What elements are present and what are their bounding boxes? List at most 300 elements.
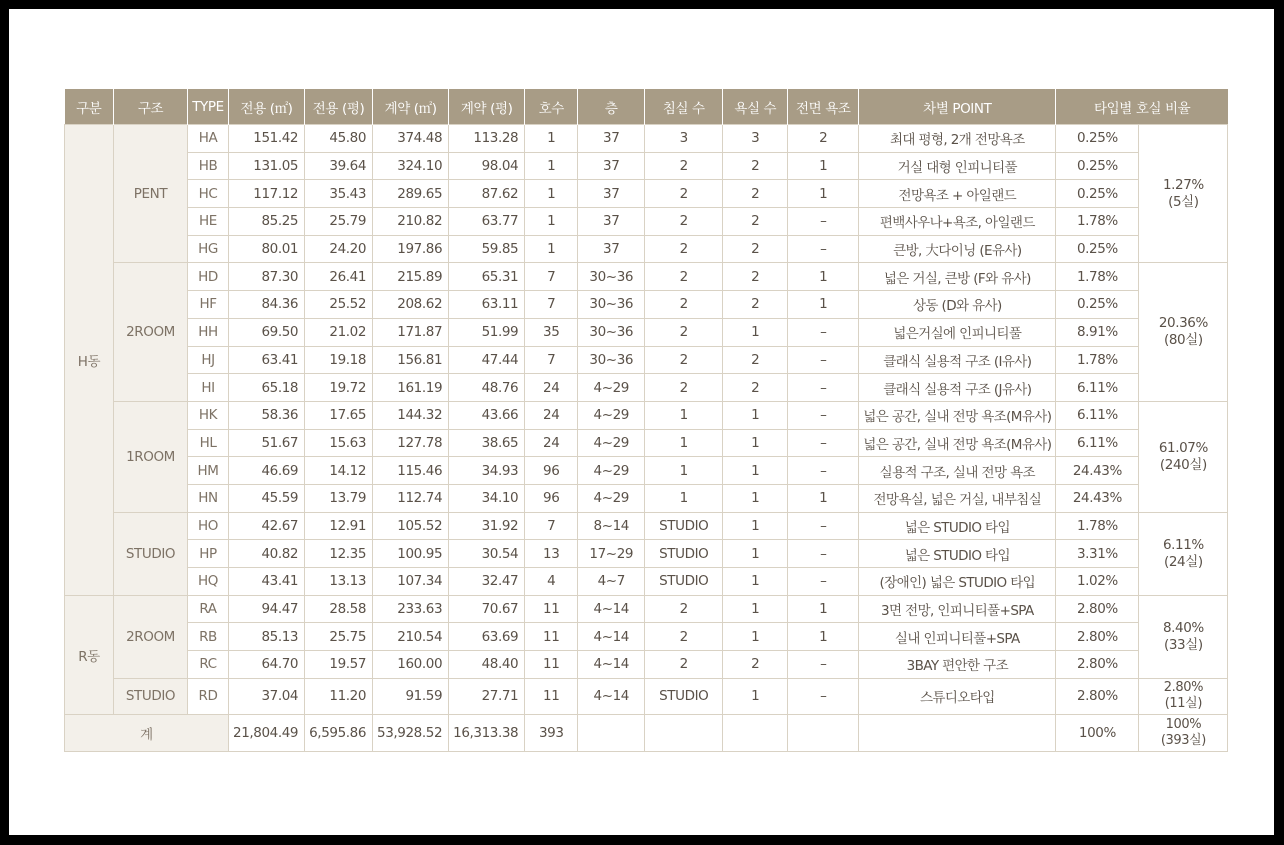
total-row [65, 714, 1228, 751]
contract-area-m2: 210.54 [373, 623, 449, 651]
group-ratio-cell [1139, 678, 1228, 714]
bathroom-count: 2 [723, 180, 788, 208]
floor-range: 37 [578, 125, 645, 153]
bedroom-count: 1 [645, 401, 723, 429]
unit-count: 24 [525, 401, 578, 429]
type-cell: RA [188, 595, 229, 623]
table-row [65, 568, 1228, 596]
total-contract-pyeong: 16,313.38 [449, 714, 525, 751]
bathroom-count: 1 [723, 429, 788, 457]
bedroom-count: STUDIO [645, 512, 723, 540]
contract-area-pyeong: 47.44 [449, 346, 525, 374]
type-cell: RB [188, 623, 229, 651]
column-header: 구분 [65, 89, 114, 125]
bathroom-count: 1 [723, 568, 788, 596]
bathroom-count: 2 [723, 235, 788, 263]
table-body [65, 125, 1228, 752]
column-header: 전용 (평) [305, 89, 373, 125]
exclusive-area-pyeong: 17.65 [305, 401, 373, 429]
group-ratio-count: (240실) [1159, 456, 1207, 473]
structure-cell: PENT [114, 125, 188, 263]
structure-cell: STUDIO [114, 512, 188, 595]
table-row [65, 457, 1228, 485]
group-ratio-cell [1139, 125, 1228, 263]
table-row [65, 623, 1228, 651]
exclusive-area-pyeong: 25.79 [305, 208, 373, 236]
front-bathtub: – [788, 429, 859, 457]
floor-range: 30~36 [578, 318, 645, 346]
bedroom-count: 2 [645, 623, 723, 651]
floor-range: 4~29 [578, 374, 645, 402]
bedroom-count: 1 [645, 429, 723, 457]
document-sheet [9, 9, 1274, 835]
type-ratio: 6.11% [1056, 374, 1139, 402]
exclusive-area-m2: 131.05 [229, 152, 305, 180]
unit-count: 11 [525, 623, 578, 651]
exclusive-area-m2: 69.50 [229, 318, 305, 346]
exclusive-area-pyeong: 19.57 [305, 651, 373, 679]
front-bathtub: – [788, 235, 859, 263]
front-bathtub: 1 [788, 623, 859, 651]
contract-area-m2: 91.59 [373, 678, 449, 714]
front-bathtub: – [788, 208, 859, 236]
group-ratio-count: (5실) [1168, 193, 1199, 210]
front-bathtub: – [788, 651, 859, 679]
contract-area-pyeong: 51.99 [449, 318, 525, 346]
feature-point: 넓은 공간, 실내 전망 욕조(M유사) [859, 401, 1056, 429]
floor-range: 4~29 [578, 401, 645, 429]
contract-area-m2: 112.74 [373, 484, 449, 512]
contract-area-m2: 197.86 [373, 235, 449, 263]
total-units: 393 [525, 714, 578, 751]
bedroom-count: 1 [645, 457, 723, 485]
exclusive-area-m2: 80.01 [229, 235, 305, 263]
type-ratio: 0.25% [1056, 152, 1139, 180]
unit-count: 1 [525, 125, 578, 153]
group-ratio-percent: 1.27% [1162, 176, 1204, 193]
contract-area-pyeong: 63.69 [449, 623, 525, 651]
type-ratio: 0.25% [1056, 180, 1139, 208]
table-row [65, 208, 1228, 236]
bedroom-count: 2 [645, 235, 723, 263]
exclusive-area-pyeong: 15.63 [305, 429, 373, 457]
type-ratio: 1.02% [1056, 568, 1139, 596]
floor-range: 4~14 [578, 595, 645, 623]
type-cell: HD [188, 263, 229, 291]
front-bathtub: 1 [788, 484, 859, 512]
floor-range: 4~14 [578, 623, 645, 651]
type-cell: HJ [188, 346, 229, 374]
front-bathtub: 1 [788, 152, 859, 180]
type-cell: HH [188, 318, 229, 346]
unit-count: 11 [525, 595, 578, 623]
exclusive-area-pyeong: 25.52 [305, 291, 373, 319]
structure-cell: STUDIO [114, 678, 188, 714]
type-ratio: 2.80% [1056, 595, 1139, 623]
bedroom-count: 2 [645, 651, 723, 679]
exclusive-area-m2: 65.18 [229, 374, 305, 402]
contract-area-m2: 105.52 [373, 512, 449, 540]
type-ratio: 2.80% [1056, 623, 1139, 651]
column-header: 욕실 수 [723, 89, 788, 125]
exclusive-area-m2: 87.30 [229, 263, 305, 291]
exclusive-area-m2: 51.67 [229, 429, 305, 457]
contract-area-m2: 215.89 [373, 263, 449, 291]
front-bathtub: 1 [788, 595, 859, 623]
bedroom-count: 2 [645, 291, 723, 319]
feature-point: 전망욕조 + 아일랜드 [859, 180, 1056, 208]
group-ratio-percent: 61.07% [1158, 439, 1208, 456]
feature-point: 클래식 실용적 구조 (I유사) [859, 346, 1056, 374]
contract-area-pyeong: 70.67 [449, 595, 525, 623]
type-ratio: 0.25% [1056, 291, 1139, 319]
exclusive-area-m2: 85.13 [229, 623, 305, 651]
unit-count: 24 [525, 429, 578, 457]
group-ratio-count: (80실) [1164, 332, 1203, 349]
table-row [65, 346, 1228, 374]
exclusive-area-pyeong: 14.12 [305, 457, 373, 485]
column-header: 침실 수 [645, 89, 723, 125]
type-ratio: 0.25% [1056, 235, 1139, 263]
front-bathtub: 2 [788, 125, 859, 153]
exclusive-area-m2: 151.42 [229, 125, 305, 153]
unit-count: 7 [525, 263, 578, 291]
table-row [65, 180, 1228, 208]
bathroom-count: 1 [723, 457, 788, 485]
contract-area-m2: 324.10 [373, 152, 449, 180]
group-ratio-percent: 2.80% [1163, 680, 1204, 696]
feature-point: 큰방, 大다이닝 (E유사) [859, 235, 1056, 263]
floor-range: 30~36 [578, 291, 645, 319]
group-ratio-cell [1139, 401, 1228, 512]
table-row [65, 484, 1228, 512]
feature-point: 넓은거실에 인피니티풀 [859, 318, 1056, 346]
front-bathtub: – [788, 512, 859, 540]
feature-point: 실용적 구조, 실내 전망 욕조 [859, 457, 1056, 485]
type-ratio: 1.78% [1056, 512, 1139, 540]
bedroom-count: 2 [645, 152, 723, 180]
exclusive-area-pyeong: 12.91 [305, 512, 373, 540]
feature-point: 스튜디오타입 [859, 678, 1056, 714]
type-cell: HN [188, 484, 229, 512]
floor-range: 30~36 [578, 346, 645, 374]
bedroom-count: STUDIO [645, 568, 723, 596]
exclusive-area-pyeong: 19.18 [305, 346, 373, 374]
contract-area-m2: 210.82 [373, 208, 449, 236]
floor-range: 37 [578, 180, 645, 208]
exclusive-area-pyeong: 28.58 [305, 595, 373, 623]
contract-area-m2: 115.46 [373, 457, 449, 485]
type-cell: HB [188, 152, 229, 180]
type-cell: HP [188, 540, 229, 568]
table-row [65, 678, 1228, 714]
exclusive-area-m2: 117.12 [229, 180, 305, 208]
feature-point: 클래식 실용적 구조 (J유사) [859, 374, 1056, 402]
contract-area-m2: 144.32 [373, 401, 449, 429]
contract-area-pyeong: 113.28 [449, 125, 525, 153]
bedroom-count: 2 [645, 595, 723, 623]
table-row [65, 429, 1228, 457]
total-exclusive-m2: 21,804.49 [229, 714, 305, 751]
unit-count: 13 [525, 540, 578, 568]
unit-count: 1 [525, 152, 578, 180]
bedroom-count: 1 [645, 484, 723, 512]
exclusive-area-m2: 85.25 [229, 208, 305, 236]
column-header: 차별 POINT [859, 89, 1056, 125]
floor-range: 4~29 [578, 429, 645, 457]
bathroom-count: 1 [723, 623, 788, 651]
floor-range: 8~14 [578, 512, 645, 540]
front-bathtub: – [788, 457, 859, 485]
group-ratio-count: (24실) [1164, 553, 1203, 570]
group-ratio-percent: 6.11% [1162, 536, 1204, 553]
contract-area-m2: 160.00 [373, 651, 449, 679]
group-ratio-percent: 20.36% [1158, 315, 1208, 332]
feature-point: (장애인) 넓은 STUDIO 타입 [859, 568, 1056, 596]
exclusive-area-pyeong: 25.75 [305, 623, 373, 651]
floor-range: 4~29 [578, 484, 645, 512]
contract-area-pyeong: 30.54 [449, 540, 525, 568]
contract-area-pyeong: 34.10 [449, 484, 525, 512]
exclusive-area-m2: 94.47 [229, 595, 305, 623]
bedroom-count: 2 [645, 208, 723, 236]
front-bathtub: – [788, 346, 859, 374]
floor-range: 37 [578, 235, 645, 263]
table-row [65, 152, 1228, 180]
contract-area-pyeong: 43.66 [449, 401, 525, 429]
exclusive-area-m2: 58.36 [229, 401, 305, 429]
bathroom-count: 2 [723, 651, 788, 679]
column-header: 전용 (㎡) [229, 89, 305, 125]
feature-point: 실내 인피니티풀+SPA [859, 623, 1056, 651]
empty-cell [578, 714, 645, 751]
type-cell: HM [188, 457, 229, 485]
type-cell: HO [188, 512, 229, 540]
floor-range: 4~29 [578, 457, 645, 485]
exclusive-area-pyeong: 24.20 [305, 235, 373, 263]
bedroom-count: STUDIO [645, 678, 723, 714]
unit-count: 1 [525, 208, 578, 236]
exclusive-area-pyeong: 35.43 [305, 180, 373, 208]
total-label: 계 [65, 714, 229, 751]
contract-area-pyeong: 34.93 [449, 457, 525, 485]
exclusive-area-pyeong: 11.20 [305, 678, 373, 714]
unit-count: 96 [525, 484, 578, 512]
front-bathtub: – [788, 318, 859, 346]
group-ratio-count: (11실) [1164, 696, 1203, 712]
unit-count: 11 [525, 651, 578, 679]
contract-area-pyeong: 65.31 [449, 263, 525, 291]
block-cell: R동 [65, 595, 114, 714]
contract-area-m2: 127.78 [373, 429, 449, 457]
bathroom-count: 1 [723, 595, 788, 623]
type-ratio: 2.80% [1056, 678, 1139, 714]
contract-area-m2: 289.65 [373, 180, 449, 208]
contract-area-pyeong: 98.04 [449, 152, 525, 180]
exclusive-area-pyeong: 39.64 [305, 152, 373, 180]
structure-cell: 1ROOM [114, 401, 188, 512]
table-header-row [65, 89, 1228, 125]
floor-range: 37 [578, 208, 645, 236]
front-bathtub: – [788, 401, 859, 429]
exclusive-area-pyeong: 19.72 [305, 374, 373, 402]
bedroom-count: 2 [645, 346, 723, 374]
type-ratio: 2.80% [1056, 651, 1139, 679]
exclusive-area-m2: 84.36 [229, 291, 305, 319]
empty-cell [859, 714, 1056, 751]
exclusive-area-m2: 64.70 [229, 651, 305, 679]
front-bathtub: 1 [788, 263, 859, 291]
floor-range: 4~14 [578, 678, 645, 714]
table-row [65, 318, 1228, 346]
bathroom-count: 1 [723, 512, 788, 540]
bedroom-count: 2 [645, 374, 723, 402]
bedroom-count: 2 [645, 318, 723, 346]
exclusive-area-m2: 63.41 [229, 346, 305, 374]
exclusive-area-pyeong: 26.41 [305, 263, 373, 291]
type-cell: HF [188, 291, 229, 319]
feature-point: 넓은 STUDIO 타입 [859, 540, 1056, 568]
feature-point: 3BAY 편안한 구조 [859, 651, 1056, 679]
block-cell: H동 [65, 125, 114, 596]
group-ratio-cell [1139, 512, 1228, 595]
type-cell: RD [188, 678, 229, 714]
type-cell: HI [188, 374, 229, 402]
column-header: TYPE [188, 89, 229, 125]
table-row [65, 595, 1228, 623]
table-row [65, 263, 1228, 291]
floor-range: 4~7 [578, 568, 645, 596]
unit-count: 24 [525, 374, 578, 402]
type-ratio: 0.25% [1056, 125, 1139, 153]
exclusive-area-m2: 45.59 [229, 484, 305, 512]
type-ratio: 24.43% [1056, 457, 1139, 485]
type-ratio: 24.43% [1056, 484, 1139, 512]
contract-area-m2: 156.81 [373, 346, 449, 374]
unit-type-table [64, 89, 1228, 752]
contract-area-m2: 107.34 [373, 568, 449, 596]
type-cell: HL [188, 429, 229, 457]
unit-count: 1 [525, 235, 578, 263]
feature-point: 넓은 STUDIO 타입 [859, 512, 1056, 540]
feature-point: 상동 (D와 유사) [859, 291, 1056, 319]
floor-range: 37 [578, 152, 645, 180]
type-cell: HK [188, 401, 229, 429]
bathroom-count: 3 [723, 125, 788, 153]
contract-area-pyeong: 59.85 [449, 235, 525, 263]
front-bathtub: 1 [788, 180, 859, 208]
floor-range: 30~36 [578, 263, 645, 291]
type-cell: HA [188, 125, 229, 153]
bathroom-count: 2 [723, 208, 788, 236]
exclusive-area-m2: 42.67 [229, 512, 305, 540]
column-header: 타입별 호실 비율 [1056, 89, 1228, 125]
bathroom-count: 2 [723, 152, 788, 180]
table-row [65, 401, 1228, 429]
unit-count: 4 [525, 568, 578, 596]
feature-point: 넓은 공간, 실내 전망 욕조(M유사) [859, 429, 1056, 457]
bathroom-count: 2 [723, 263, 788, 291]
contract-area-m2: 171.87 [373, 318, 449, 346]
contract-area-pyeong: 63.77 [449, 208, 525, 236]
contract-area-pyeong: 48.76 [449, 374, 525, 402]
group-ratio-cell [1139, 595, 1228, 678]
group-ratio-count: (33실) [1164, 636, 1203, 653]
contract-area-pyeong: 87.62 [449, 180, 525, 208]
table-row [65, 291, 1228, 319]
bedroom-count: 3 [645, 125, 723, 153]
contract-area-pyeong: 48.40 [449, 651, 525, 679]
bathroom-count: 2 [723, 346, 788, 374]
front-bathtub: – [788, 678, 859, 714]
column-header: 호수 [525, 89, 578, 125]
type-cell: HE [188, 208, 229, 236]
group-ratio-percent: 8.40% [1162, 619, 1204, 636]
type-ratio: 8.91% [1056, 318, 1139, 346]
bathroom-count: 2 [723, 374, 788, 402]
column-header: 층 [578, 89, 645, 125]
feature-point: 거실 대형 인피니티풀 [859, 152, 1056, 180]
column-header: 구조 [114, 89, 188, 125]
bedroom-count: 2 [645, 180, 723, 208]
table-row [65, 374, 1228, 402]
empty-cell [723, 714, 788, 751]
bathroom-count: 1 [723, 401, 788, 429]
type-cell: HC [188, 180, 229, 208]
bedroom-count: 2 [645, 263, 723, 291]
unit-count: 7 [525, 512, 578, 540]
contract-area-m2: 208.62 [373, 291, 449, 319]
feature-point: 편백사우나+욕조, 아일랜드 [859, 208, 1056, 236]
column-header: 계약 (㎡) [373, 89, 449, 125]
feature-point: 최대 평형, 2개 전망욕조 [859, 125, 1056, 153]
contract-area-m2: 374.48 [373, 125, 449, 153]
total-contract-m2: 53,928.52 [373, 714, 449, 751]
bathroom-count: 1 [723, 318, 788, 346]
group-ratio-cell [1139, 263, 1228, 401]
contract-area-pyeong: 27.71 [449, 678, 525, 714]
structure-cell: 2ROOM [114, 263, 188, 401]
exclusive-area-pyeong: 12.35 [305, 540, 373, 568]
type-cell: RC [188, 651, 229, 679]
total-exclusive-pyeong: 6,595.86 [305, 714, 373, 751]
bathroom-count: 1 [723, 678, 788, 714]
floor-range: 4~14 [578, 651, 645, 679]
exclusive-area-m2: 40.82 [229, 540, 305, 568]
front-bathtub: – [788, 568, 859, 596]
contract-area-m2: 100.95 [373, 540, 449, 568]
total-type-ratio: 100% [1056, 714, 1139, 751]
exclusive-area-pyeong: 45.80 [305, 125, 373, 153]
unit-count: 7 [525, 346, 578, 374]
total-group-ratio [1139, 714, 1228, 751]
bedroom-count: STUDIO [645, 540, 723, 568]
table-row [65, 235, 1228, 263]
unit-count: 35 [525, 318, 578, 346]
bathroom-count: 1 [723, 540, 788, 568]
type-cell: HG [188, 235, 229, 263]
table-row [65, 512, 1228, 540]
contract-area-m2: 161.19 [373, 374, 449, 402]
unit-count: 96 [525, 457, 578, 485]
total-ratio-count: (393실) [1160, 732, 1206, 748]
exclusive-area-pyeong: 13.13 [305, 568, 373, 596]
contract-area-pyeong: 63.11 [449, 291, 525, 319]
contract-area-pyeong: 38.65 [449, 429, 525, 457]
type-ratio: 1.78% [1056, 263, 1139, 291]
exclusive-area-m2: 37.04 [229, 678, 305, 714]
type-cell: HQ [188, 568, 229, 596]
